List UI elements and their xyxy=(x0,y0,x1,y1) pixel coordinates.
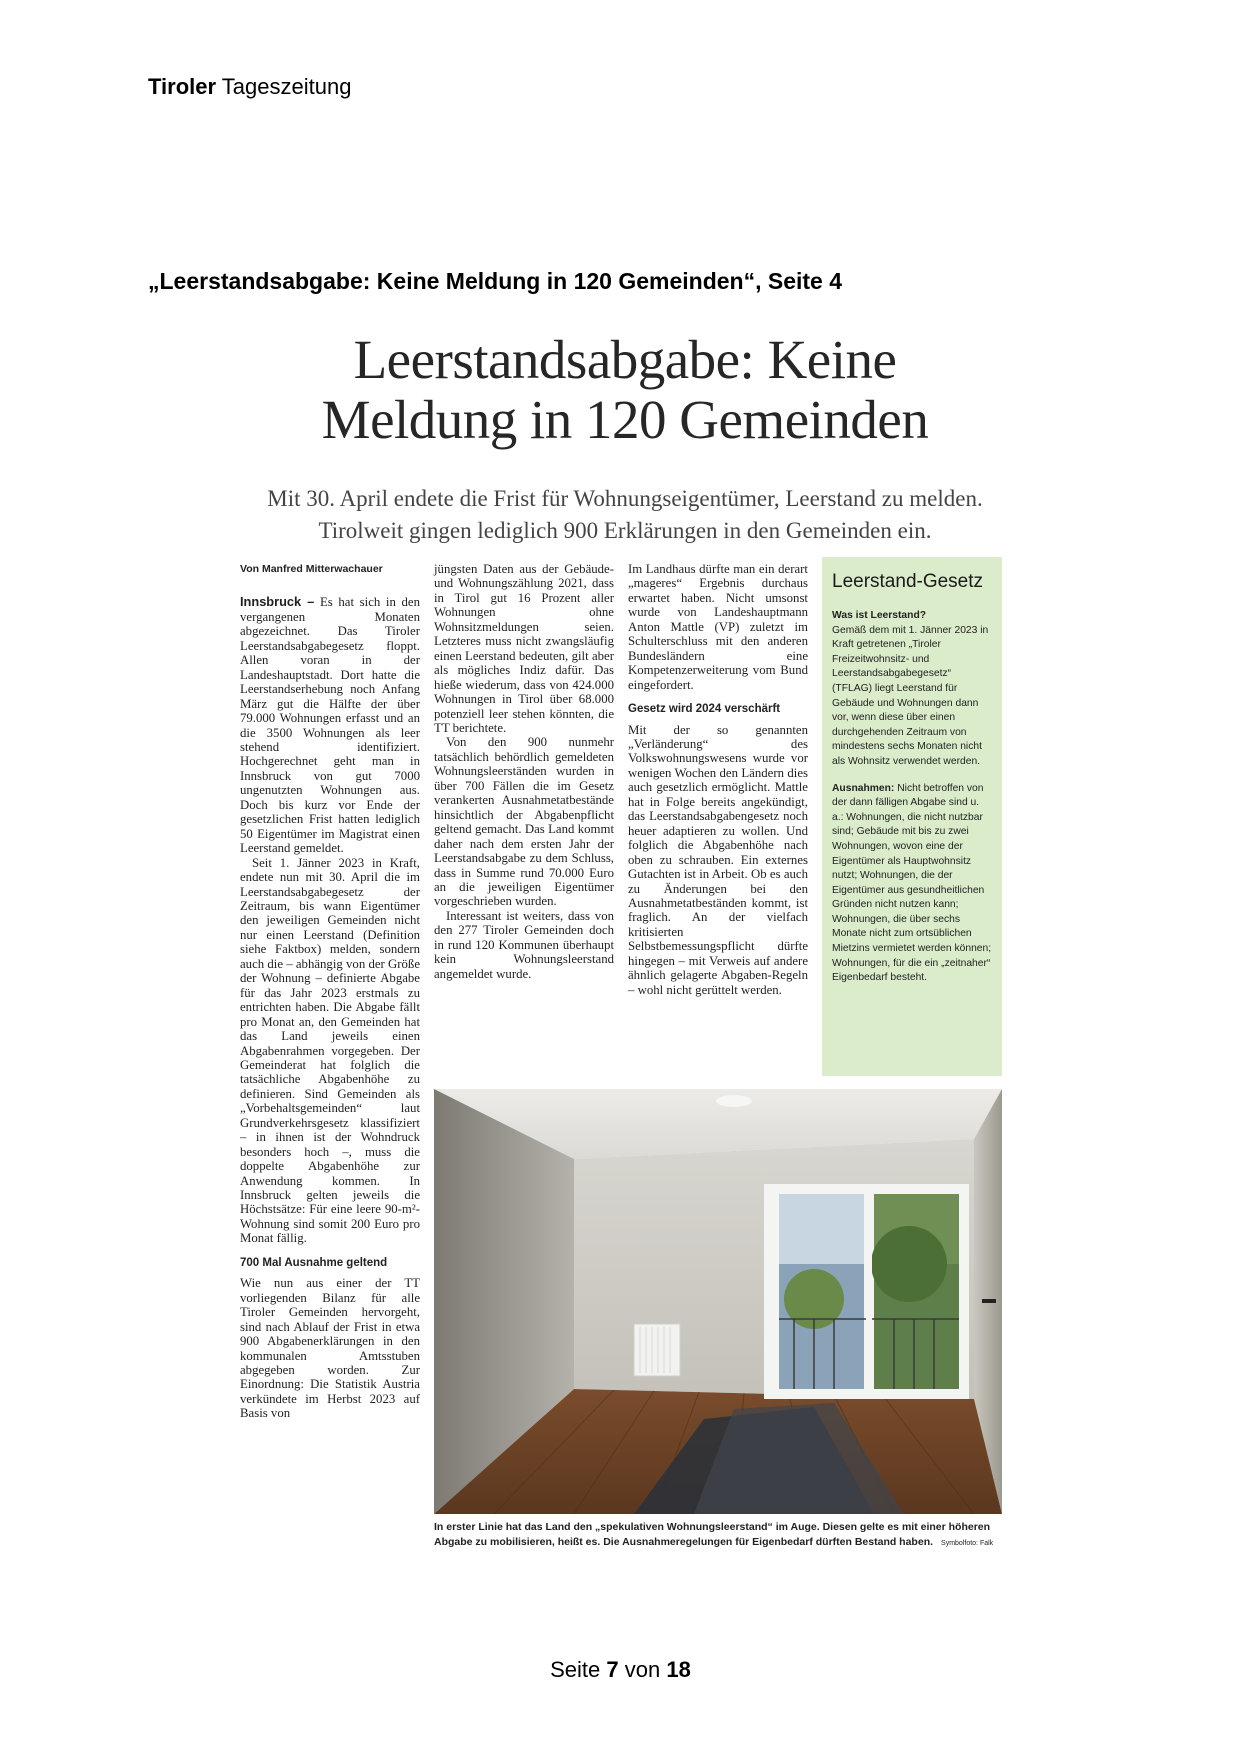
subhead-line-1: Mit 30. April endete die Frist für Wohnungseigentümer, Leerstand zu melden. xyxy=(267,486,983,511)
fact-box-title: Leerstand-Gesetz xyxy=(832,571,984,592)
article-headline xyxy=(240,330,1010,450)
footer-page-number: 7 xyxy=(606,1657,619,1682)
paragraph: Seit 1. Jänner 2023 in Kraft, endete nun mit 30. April die im Leerstandsabgabegesetz der Zeitraum, bis wann Eigentümer den jeweiligen Gemeinden nicht nur einen Leerstand (Definition siehe Faktbox) melden, sondern auch die – abhängig von der Größe der Wohnung – definierte Abgabe für das Jahr 2023 erstmals zu entrichten haben. Die Abgabe fällt pro Monat an, den Gemeinden hat das Land jeweils einen Abgabenrahmen vorgegeben. Der Gemeinderat hat folglich die tatsächliche Abgabenhöhe zu definieren. Sind Gemeinden als „Vorbehaltsgemeinden“ laut Grundverkehrsgesetz klassifiziert – in ihnen ist der Wohndruck besonders hoch –, muss die doppelte Abgabenhöhe zur Anwendung kommen. In Innsbruck gelten jeweils die Höchstsätze: Für eine leere 90-m²-Wohnung sind somit 200 Euro pro Monat fällig. xyxy=(240,855,420,1246)
article-subhead xyxy=(240,483,1010,547)
paragraph: jüngsten Daten aus der Gebäude- und Wohnungszählung 2021, dass in Tirol gut 16 Prozent aller Wohnungen ohne Wohnsitzmeldungen seien. Letzteres muss nicht zwangsläufig einen Leerstand bedeuten, gilt aber als mögliches Indiz dafür. Das hieße wiederum, dass von 424.000 Wohnungen in Tirol über 68.000 potenziell leer stehen könnten, die TT berichtete. xyxy=(434,562,614,735)
footer-total-pages: 18 xyxy=(666,1657,691,1682)
paragraph: Im Landhaus dürfte man ein derart „mageres“ Ergebnis durchaus erwartet haben. Nicht umsonst wurde von Landeshauptmann Anton Mattle (VP) zuletzt im Schulterschluss mit den anderen Bundesländern eine Kompetenzerweiterung vom Bund eingefordert. xyxy=(628,562,808,692)
paragraph: Wie nun aus einer der TT vorliegenden Bilanz für alle Tiroler Gemeinden hervorgeht, sind nach Ablauf der Frist in etwa 900 Abgabenerklärungen in den kommunalen Amtsstuben abgegeben worden. Zur Einordnung: Die Statistik Austria verkündete im Herbst 2023 auf Basis von xyxy=(240,1276,420,1421)
brand-rest: Tageszeitung xyxy=(221,74,352,99)
section-heading: Gesetz wird 2024 verschärft xyxy=(628,703,781,716)
article-column-1 xyxy=(240,562,420,1421)
paragraph: Von den 900 nunmehr tatsächlich behördlich gemeldeten Wohnungsleerständen wurden in über 700 Fällen die im Gesetz verankerten Ausnahmetatbestände hinsichtlich der Abgabenpflicht geltend gemacht. Das Land kommt daher nach dem ersten Jahr der Leerstandsabgabe zu dem Schluss, dass in Summe rund 70.000 Euro an die jeweiligen Eigentümer vorgeschrieben wurden. xyxy=(434,735,614,909)
photo-caption xyxy=(434,1520,1002,1551)
fact-box-question: Was ist Leerstand? xyxy=(832,610,927,621)
headline-line-1: Leerstandsabgabe: Keine xyxy=(353,329,897,390)
photo-credit: Symbolfoto: Falk xyxy=(941,1540,994,1547)
section-heading: 700 Mal Ausnahme geltend xyxy=(240,1256,388,1269)
empty-apartment-photo xyxy=(434,1089,1002,1514)
paragraph xyxy=(240,595,420,855)
publication-header xyxy=(148,74,351,100)
headline-line-2: Meldung in 120 Gemeinden xyxy=(321,389,929,450)
fact-box-item xyxy=(832,782,992,986)
article-photo xyxy=(434,1089,1002,1514)
fact-box xyxy=(822,557,1002,1076)
page-footer xyxy=(0,1657,1241,1683)
subhead-line-2: Tirolweit gingen lediglich 900 Erklärungen in den Gemeinden ein. xyxy=(318,518,932,543)
paragraph: Interessant ist weiters, dass von den 277 Tiroler Gemeinden doch in rund 120 Kommunen überhaupt kein Wohnungsleerstand angemeldet wurde. xyxy=(434,908,614,981)
fact-box-question: Ausnahmen: xyxy=(832,782,895,794)
caption-text: In erster Linie hat das Land den „spekulativen Wohnungsleerstand“ im Auge. Diesen gelte es mit einer höheren Abgabe zu mobilisieren, heißt es. Die Ausnahmeregelungen für Eigenbedarf dürften Bestand haben. xyxy=(434,1521,991,1548)
footer-middle: von xyxy=(624,1657,661,1682)
brand-bold: Tiroler xyxy=(148,74,217,99)
reference-title: „Leerstandsabgabe: Keine Meldung in 120 Gemeinden“, Seite 4 xyxy=(148,268,843,294)
fact-box-answer: Nicht betroffen von der dann fälligen Abgabe sind u. a.: Wohnungen, die nicht nutzbar sind; Gebäude mit bis zu zwei Wohnungen, wovon eine der Eigentümer als Hauptwohnsitz nutzt; Wohnungen, die der Eigentümer aus gesundheitlichen Gründen nicht nutzen kann; Wohnungen, die über sechs Monate nicht zum ortsüblichen Mietzins vermietet werden können; Wohnungen, für die ein „zeitnaher“ Eigenbedarf besteht. xyxy=(832,782,992,984)
paragraph-text: Es hat sich in den vergangenen Monaten abgezeichnet. Das Tiroler Leerstandsabgabegesetz floppt. Allen voran in der Landeshauptstadt. Dort hatte die Leerstandserhebung noch Anfang März gut die Hälfte der über 79.000 Wohnungen erfasst und an die 3500 Wohnungen als leer stehend identifiziert. Hochgerechnet geht man in Innsbruck von gut 7000 ungenutzten Wohnungen aus. Doch bis kurz vor Ende der gesetzlichen Frist hatten lediglich 50 Eigentümer im Magistrat einen Leerstand gemeldet. xyxy=(240,595,421,856)
article-column-3 xyxy=(628,562,808,997)
footer-prefix: Seite xyxy=(550,1657,601,1682)
byline: Von Manfred Mitterwachauer xyxy=(240,563,383,575)
fact-box-answer: Gemäß dem mit 1. Jänner 2023 in Kraft getretenen „Tiroler Freizeitwohnsitz- und Leerstandsabgabegesetz“ (TFLAG) liegt Leerstand für Gebäude und Wohnungen dann vor, wenn diese über einen durchgehenden Zeitraum von mindestens sechs Monaten nicht als Wohnsitz verwendet werden. xyxy=(832,624,989,767)
dateline: Innsbruck – xyxy=(240,594,315,610)
paragraph: Mit der so genannten „Verländerung“ des Volkswohnungswesens wurde vor wenigen Wochen den Ländern dies auch gesetzlich ermöglicht. Mattle hat in Folge bereits angekündigt, das Leerstandsabgabengesetz noch heuer adaptieren zu wollen. Und folglich die Abgabenhöhe nach oben zu schrauben. Ein externes Gutachten ist in Arbeit. Ob es auch zu Änderungen bei den Ausnahmetatbeständen kommt, ist fraglich. An der vielfach kritisierten Selbstbemessungspflicht dürfte hingegen – mit Verweis auf andere ähnlich gelagerte Abgaben-Regeln – wohl nicht gerüttelt werden. xyxy=(628,722,808,997)
article-column-2 xyxy=(434,562,614,981)
fact-box-item xyxy=(832,609,992,770)
